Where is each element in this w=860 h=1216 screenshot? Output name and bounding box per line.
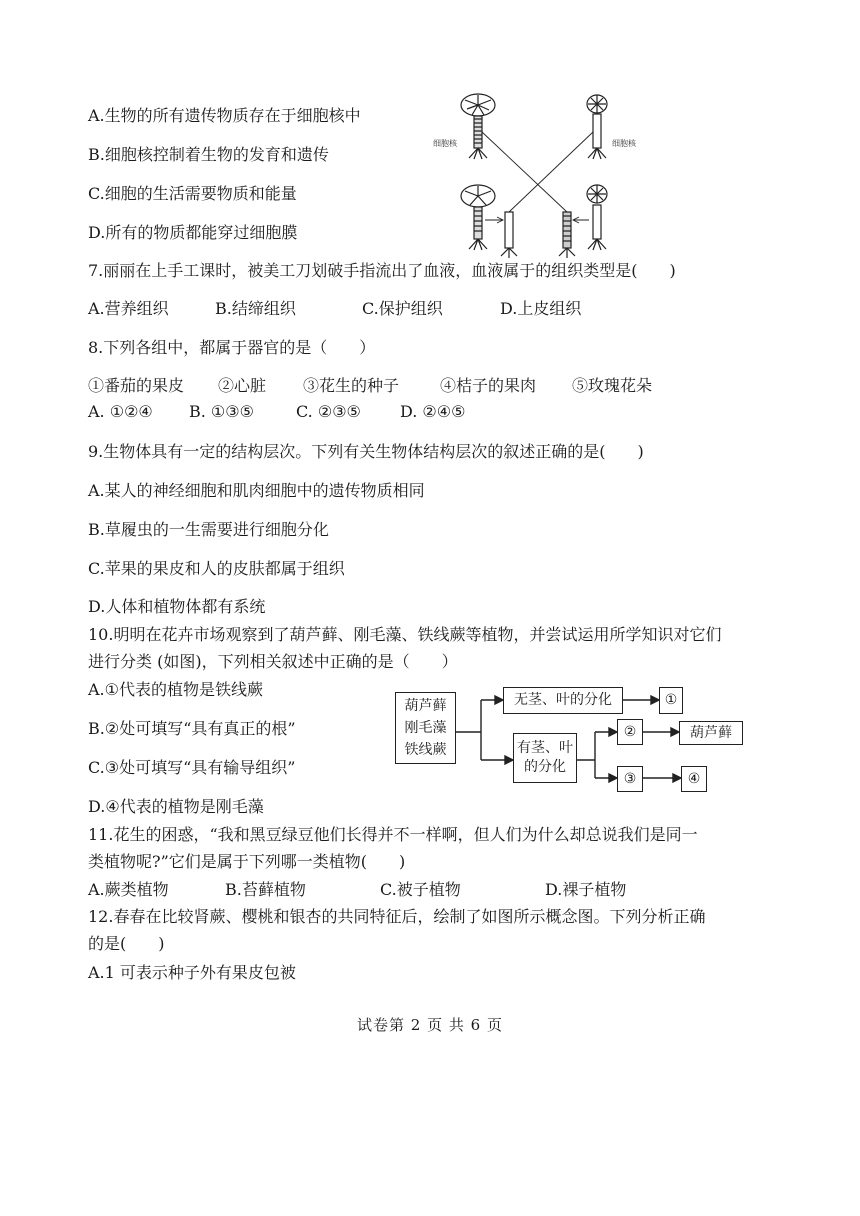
has-stem-leaf-line1: 有茎、叶 (517, 740, 573, 756)
box-3: ③ (617, 766, 643, 792)
figure-label-nucleus-left: 细胞核 (433, 139, 457, 148)
q11-option-b: B.苔藓植物 (225, 880, 306, 899)
q11-stem-line1: 11.花生的困惑，“我和黑豆绿豆他们长得并不一样啊，但人们为什么却总说我们是同一 (88, 825, 698, 844)
figure-label-nucleus-right: 细胞核 (612, 139, 636, 148)
q8-option-d: D. ②④⑤ (400, 402, 466, 421)
no-stem-leaf-box: 无茎、叶的分化 (503, 687, 623, 714)
q10-option-b: B.②处可填写“具有真正的根” (88, 719, 296, 738)
classification-diagram (395, 686, 765, 798)
box-1: ① (659, 687, 683, 714)
page-footer: 试卷第 2 页 共 6 页 (357, 1016, 503, 1034)
box-2: ② (617, 719, 643, 745)
q8-option-b: B. ①③⑤ (189, 402, 254, 421)
q11-option-a: A.蕨类植物 (88, 880, 169, 899)
q9-option-c: C.苹果的果皮和人的皮肤都属于组织 (88, 559, 345, 578)
q10-option-d: D.④代表的植物是刚毛藻 (88, 797, 264, 816)
q10-stem-line1: 10.明明在花卉市场观察到了葫芦藓、刚毛藻、铁线蕨等植物，并尝试运用所学知识对它们 (88, 625, 722, 644)
q11-option-c: C.被子植物 (380, 880, 461, 899)
umbrella-alga-figure (425, 92, 645, 258)
box-4: ④ (681, 766, 707, 792)
q8-option-c: C. ②③⑤ (296, 402, 361, 421)
q6-option-b: B.细胞核控制着生物的发育和遗传 (88, 145, 329, 164)
plant-3: 铁线蕨 (404, 742, 447, 758)
q9-option-a: A.某人的神经细胞和肌肉细胞中的遗传物质相同 (88, 481, 425, 500)
has-stem-leaf-line2: 的分化 (524, 759, 566, 775)
q6-option-c: C.细胞的生活需要物质和能量 (88, 184, 297, 203)
q8-stem: 8.下列各组中，都属于器官的是（ ） (88, 338, 376, 357)
q9-option-d: D.人体和植物体都有系统 (88, 597, 266, 616)
q7-option-c: C.保护组织 (362, 299, 443, 318)
q7-option-d: D.上皮组织 (500, 299, 582, 318)
q7-option-b: B.结缔组织 (215, 299, 296, 318)
q11-option-d: D.裸子植物 (545, 880, 627, 899)
q12-option-a: A.1 可表示种子外有果皮包被 (88, 963, 296, 982)
q9-stem: 9.生物体具有一定的结构层次。下列有关生物体结构层次的叙述正确的是( ) (88, 442, 644, 461)
q8-item-1: ①番茄的果皮 (88, 376, 185, 395)
plant-1: 葫芦藓 (404, 698, 447, 714)
q7-stem: 7.丽丽在上手工课时，被美工刀划破手指流出了血液，血液属于的组织类型是( ) (88, 261, 676, 280)
q8-item-3: ③花生的种子 (303, 376, 400, 395)
plant-2: 刚毛藻 (404, 720, 447, 736)
q12-stem-line2: 的是( ) (88, 934, 165, 953)
q6-option-d: D.所有的物质都能穿过细胞膜 (88, 223, 298, 242)
q10-stem-line2: 进行分类 (如图)，下列相关叙述中正确的是（ ） (88, 652, 458, 671)
q6-option-a: A.生物的所有遗传物质存在于细胞核中 (88, 106, 361, 125)
q12-stem-line1: 12.春春在比较肾蕨、樱桃和银杏的共同特征后，绘制了如图所示概念图。下列分析正确 (88, 907, 706, 926)
plants-box (395, 692, 456, 764)
q8-item-5: ⑤玫瑰花朵 (572, 376, 653, 395)
q7-option-a: A.营养组织 (88, 299, 169, 318)
moss-box: 葫芦藓 (679, 721, 743, 745)
q8-item-4: ④桔子的果肉 (440, 376, 537, 395)
has-stem-leaf-box (513, 733, 577, 783)
q8-item-2: ②心脏 (218, 376, 267, 395)
q10-option-a: A.①代表的植物是铁线蕨 (88, 680, 263, 699)
q10-option-c: C.③处可填写“具有输导组织” (88, 758, 296, 777)
q9-option-b: B.草履虫的一生需要进行细胞分化 (88, 520, 329, 539)
q11-stem-line2: 类植物呢?”它们是属于下列哪一类植物( ) (88, 852, 406, 871)
q8-option-a: A. ①②④ (88, 402, 153, 421)
